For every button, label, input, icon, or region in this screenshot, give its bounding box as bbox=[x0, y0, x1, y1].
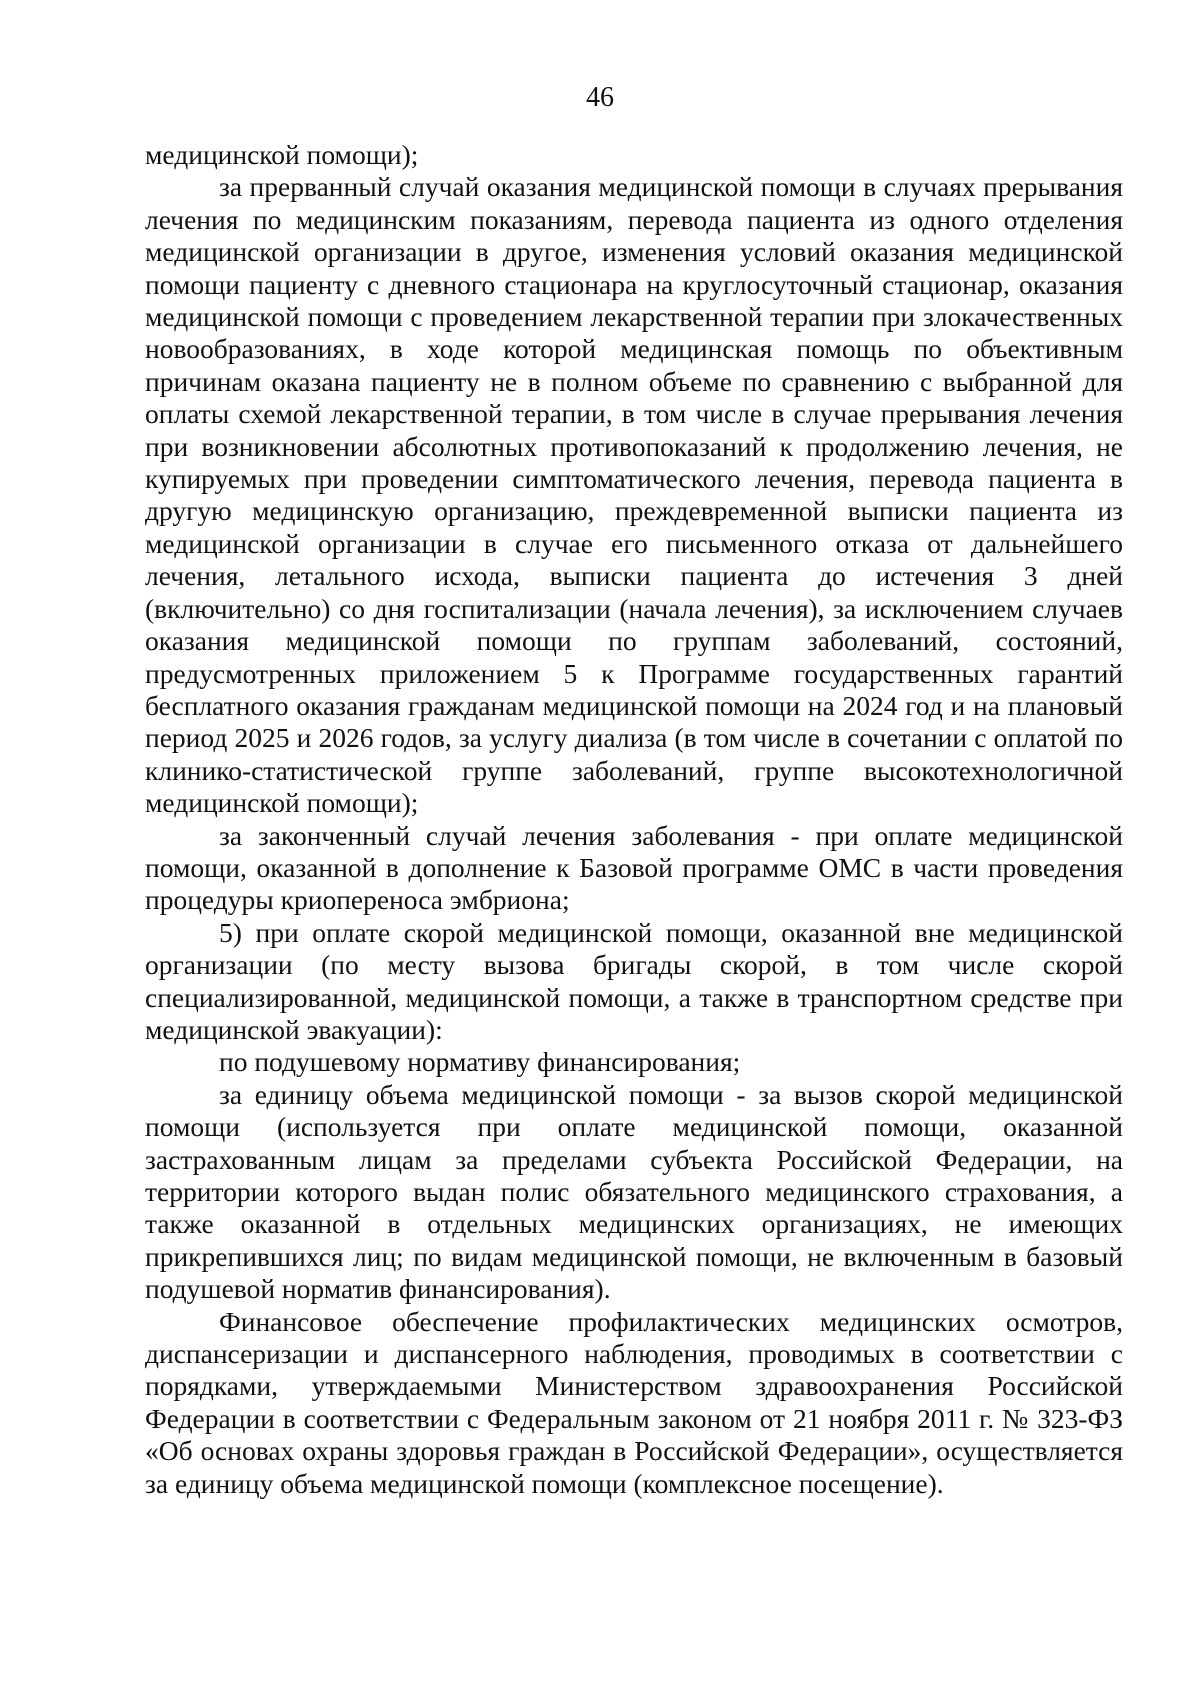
paragraph-4: 5) при оплате скорой медицинской помощи, оказанной вне медицинской организации (по месту вызова бригады скорой, в том числе скорой специализированной, медицинской помощи, а также в транспортном средстве при медицинской эвакуации): bbox=[145, 916, 1123, 1045]
paragraph-3: за законченный случай лечения заболевания - при оплате медицинской помощи, оказанной в дополнение к Базовой программе ОМС в части проведения процедуры криопереноса эмбриона; bbox=[145, 819, 1123, 916]
paragraph-1: медицинской помощи); bbox=[145, 139, 419, 170]
document-body bbox=[145, 139, 1123, 1500]
paragraph-5: по подушевому нормативу финансирования; bbox=[219, 1046, 741, 1078]
paragraph-2: за прерванный случай оказания медицинской помощи в случаях прерывания лечения по медицинским показаниям, перевода пациента из одного отделения медицинской организации в другое, изменения условий оказания медицинской помощи пациенту с дневного стационара на круглосуточный стационар, оказания медицинской помощи с проведением лекарственной терапии при злокачественных новообразованиях, в ходе которой медицинская помощь по объективным причинам оказана пациенту не в полном объеме по сравнению с выбранной для оплаты схемой лекарственной терапии, в том числе в случае прерывания лечения при возникновении абсолютных противопоказаний к продолжению лечения, не купируемых при проведении симптоматического лечения, перевода пациента в другую медицинскую организацию, преждевременной выписки пациента из медицинской организации в случае его письменного отказа от дальнейшего лечения, летального исхода, выписки пациента до истечения 3 дней (включительно) со дня госпитализации (начала лечения), за исключением случаев оказания медицинской помощи по группам заболеваний, состояний, предусмотренных приложением 5 к Программе государственных гарантий бесплатного оказания гражданам медицинской помощи на 2024 год и на плановый период 2025 и 2026 годов, за услугу диализа (в том числе в сочетании с оплатой по клинико-статистической группе заболеваний, группе высокотехнологичной медицинской помощи); bbox=[145, 171, 1123, 819]
page-number: 46 bbox=[586, 82, 614, 113]
paragraph-7: Финансовое обеспечение профилактических медицинских осмотров, диспансеризации и диспансерного наблюдения, проводимых в соответствии с порядками, утверждаемыми Министерством здравоохранения Российской Федерации в соответствии с Федеральным законом от 21 ноября 2011 г. № 323-ФЗ «Об основах охраны здоровья граждан в Российской Федерации», осуществляется за единицу объема медицинской помощи (комплексное посещение). bbox=[145, 1305, 1123, 1499]
paragraph-6: за единицу объема медицинской помощи - за вызов скорой медицинской помощи (используется при оплате медицинской помощи, оказанной застрахованным лицам за пределами субъекта Российской Федерации, на территории которого выдан полис обязательного медицинского страхования, а также оказанной в отдельных медицинских организациях, не имеющих прикрепившихся лиц; по видам медицинской помощи, не включенным в базовый подушевой норматив финансирования). bbox=[145, 1078, 1123, 1305]
